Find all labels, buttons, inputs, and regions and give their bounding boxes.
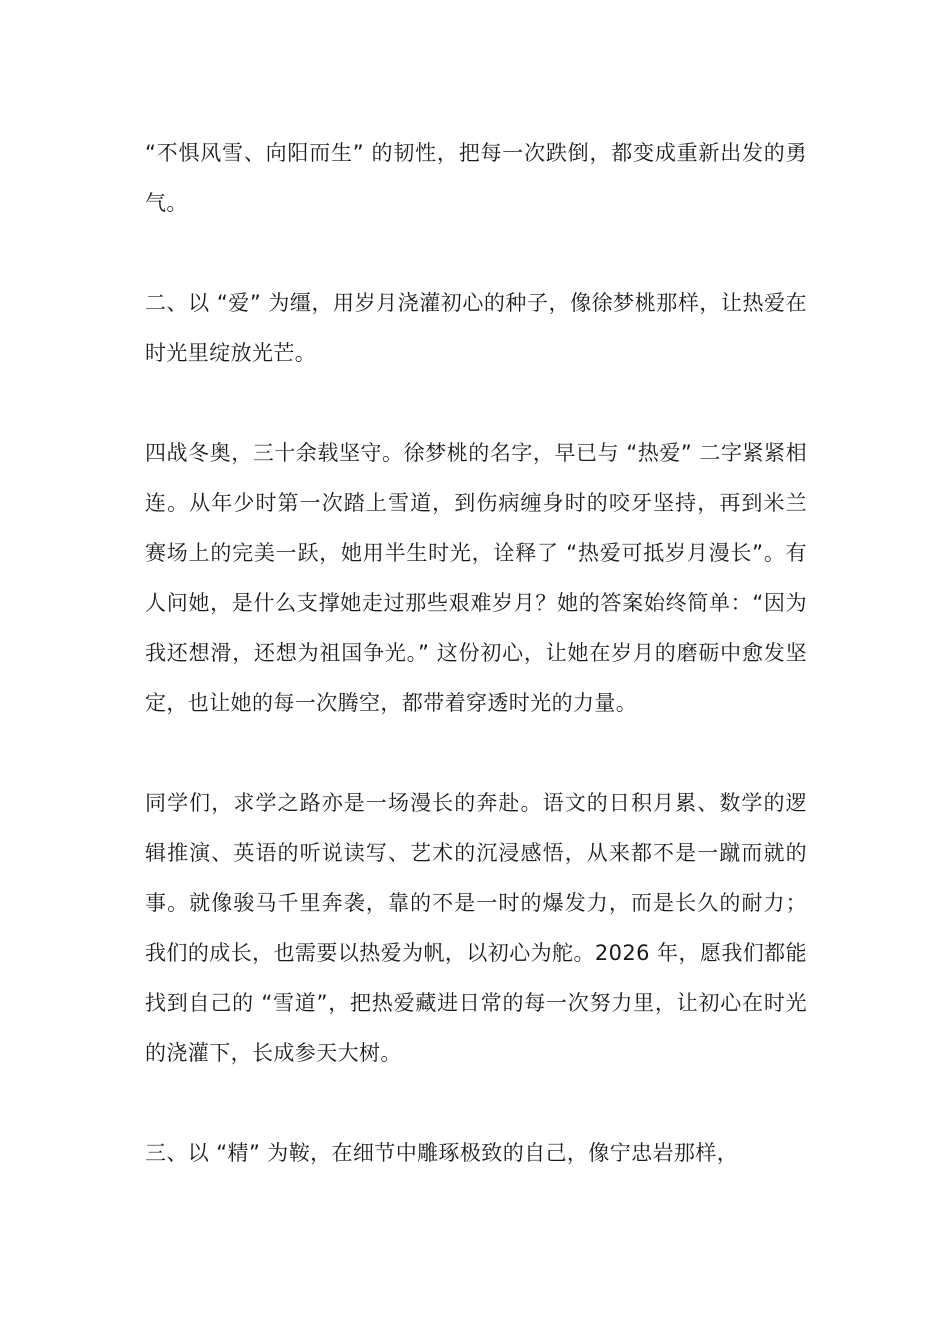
paragraph-continuation: “不惧风雪、向阳而生” 的韧性，把每一次跌倒，都变成重新出发的勇气。 bbox=[145, 141, 807, 215]
paragraph-students: 同学们，求学之路亦是一场漫长的奔赴。语文的日积月累、数学的逻辑推演、英语的听说读写、艺术的沉浸感悟，从来都不是一蹴而就的事。就像骏马千里奔袭，靠的不是一时的爆发力，而是长久的耐力；我们的成长，也需要以热爱为帆，以初心为舵。2026 年，愿我们都能找到自己的 “雪道”，把热爱藏进日常的每一次努力里，让初心在时光的浇灌下，长成参天大树。 bbox=[145, 791, 807, 1065]
section-heading-love: 二、以 “爱” 为缰，用岁月浇灌初心的种子，像徐梦桃那样，让热爱在时光里绽放光芒。 bbox=[145, 291, 807, 365]
paragraph-xu-mengtao: 四战冬奥，三十余载坚守。徐梦桃的名字，早已与 “热爱” 二字紧紧相连。从年少时第一次踏上雪道，到伤病缠身时的咬牙坚持，再到米兰赛场上的完美一跃，她用半生时光，诠释了 “热爱可抵岁月漫长”。有人问她，是什么支撑她走过那些艰难岁月？她的答案始终简单：“因为我还想滑，还想为祖国争光。” 这份初心，让她在岁月的磨砺中愈发坚定，也让她的每一次腾空，都带着穿透时光的力量。 bbox=[145, 441, 807, 715]
document-body bbox=[145, 128, 807, 1178]
section-heading-precision: 三、以 “精” 为鞍，在细节中雕琢极致的自己，像宁忠岩那样， bbox=[145, 1141, 739, 1165]
